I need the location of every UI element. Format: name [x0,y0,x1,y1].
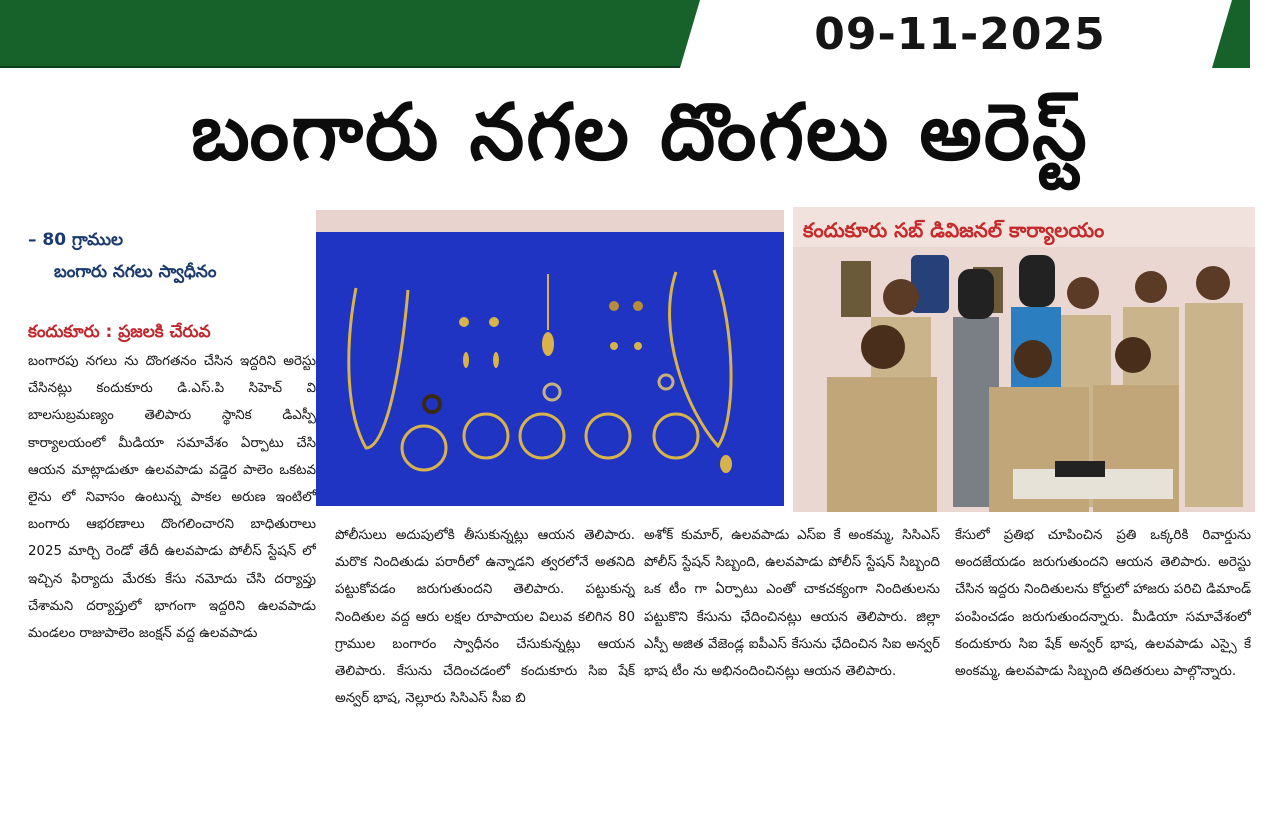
jewelry-photo [316,210,784,506]
subhead [28,224,318,288]
article-column-2 [335,522,635,818]
article-text: అశోక్ కుమార్, ఉలవపాడు ఎస్ఐ కే అంకమ్మ, సిసిఎస్ పోలీస్ స్టేషన్ సిబ్బంది, ఉలవపాడు పోలీస్ స్టేషన్ సిబ్బంది ఒక టీం గా ఏర్పాటు ఎంతో చాకచక్యంగా నిందితులను పట్టుకొని కేసును ఛేదించినట్లు ఆయన తెలిపారు. జిల్లా ఎస్పీ అజిత వేజెండ్ల ఐపీఎస్ కేసును ఛేదించిన సిఐ అన్వర్ భాష టీం ను అభినందించినట్లు ఆయన తెలిపారు. [644,528,940,680]
issue-date: 09-11-2025 [814,8,1106,60]
office-signboard-text: కందుకూరు సబ్ డివిజనల్ కార్యాలయం [803,218,1105,242]
headline: బంగారు నగల దొంగలు అరెస్ట్ [191,87,1089,178]
article-text: పోలీసులు అదుపులోకి తీసుకున్నట్లు ఆయన తెలిపారు. మరొక నిందితుడు పరారీలో ఉన్నాడని త్వరలోనే అతనిది పట్టుకోవడం జరుగుతుందని తెలిపారు. పట్టుకున్న నిందితుల వద్ద ఆరు లక్షల రూపాయల విలువ కలిగిన 80 గ్రాముల బంగారం స్వాధీనం చేసుకున్నట్లు ఆయన తెలిపారు. కేసును చేదించడంలో కందుకూరు సిఐ షేక్ అన్వర్ భాష, నెల్లూరు సిసిఎస్ సీఐ బి [335,528,635,707]
police-press-meet-photo [793,207,1255,512]
article-text: బంగారపు నగలు ను దొంగతనం చేసిన ఇద్దరిని అరెస్టు చేసినట్లు కందుకూరు డి.ఎస్.పి సిహెచ్ వి బాలసుబ్రమణ్యం తెలిపారు స్థానిక డిఎస్పీ కార్యాలయంలో మీడియా సమావేశం ఏర్పాటు చేసి ఆయన మాట్లాడుతూ ఉలవపాడు వడ్డెర పాలెం ఒకటవ లైను లో నివాసం ఉంటున్న పాకల అరుణ ఇంటిలో బంగారు ఆభరణాలు దొంగలించారని బాధితురాలు 2025 మార్చి రెండో తేదీ ఉలవపాడు పోలీస్ స్టేషన్ లో ఇచ్చిన ఫిర్యాదు మేరకు కేసు నమోదు చేసి దర్యాప్తు చేశామని దర్యాప్తులో భాగంగా ఇద్దరిని ఉలవపాడు మండలం రాజుపాలెం జంక్షన్ వద్ద ఉలవపాడు [28,354,316,642]
article-column-3 [644,522,940,818]
subhead-line-2: బంగారు నగలు స్వాధీనం [54,262,217,282]
header-band [0,0,1280,68]
police-press-meet-image [793,207,1255,512]
jewelry-photo-image [316,210,784,506]
article-column-1 [28,348,316,818]
article-text: కేసులో ప్రతిభ చూపించిన ప్రతి ఒక్కరికి రివార్డును అందజేయడం జరుగుతుందని ఆయన తెలిపారు. అరెస్టు చేసిన ఇద్దరు నిందితులను కోర్టులో హాజరు పరిచి డిమాండ్ పంపించడం జరుగుతుందన్నారు. మీడియా సమావేశంలో కందుకూరు సిఐ షేక్ అన్వర్ భాష, ఉలవపాడు ఎస్సై కే అంకమ్మ, ఉలవపాడు సిబ్బంది తదితరులు పాల్గొన్నారు. [955,528,1251,680]
article-column-4 [955,522,1251,818]
subhead-line-1: – 80 గ్రాముల [28,230,124,250]
dateline: కందుకూరు : ప్రజలకి చేరువ [28,322,211,342]
